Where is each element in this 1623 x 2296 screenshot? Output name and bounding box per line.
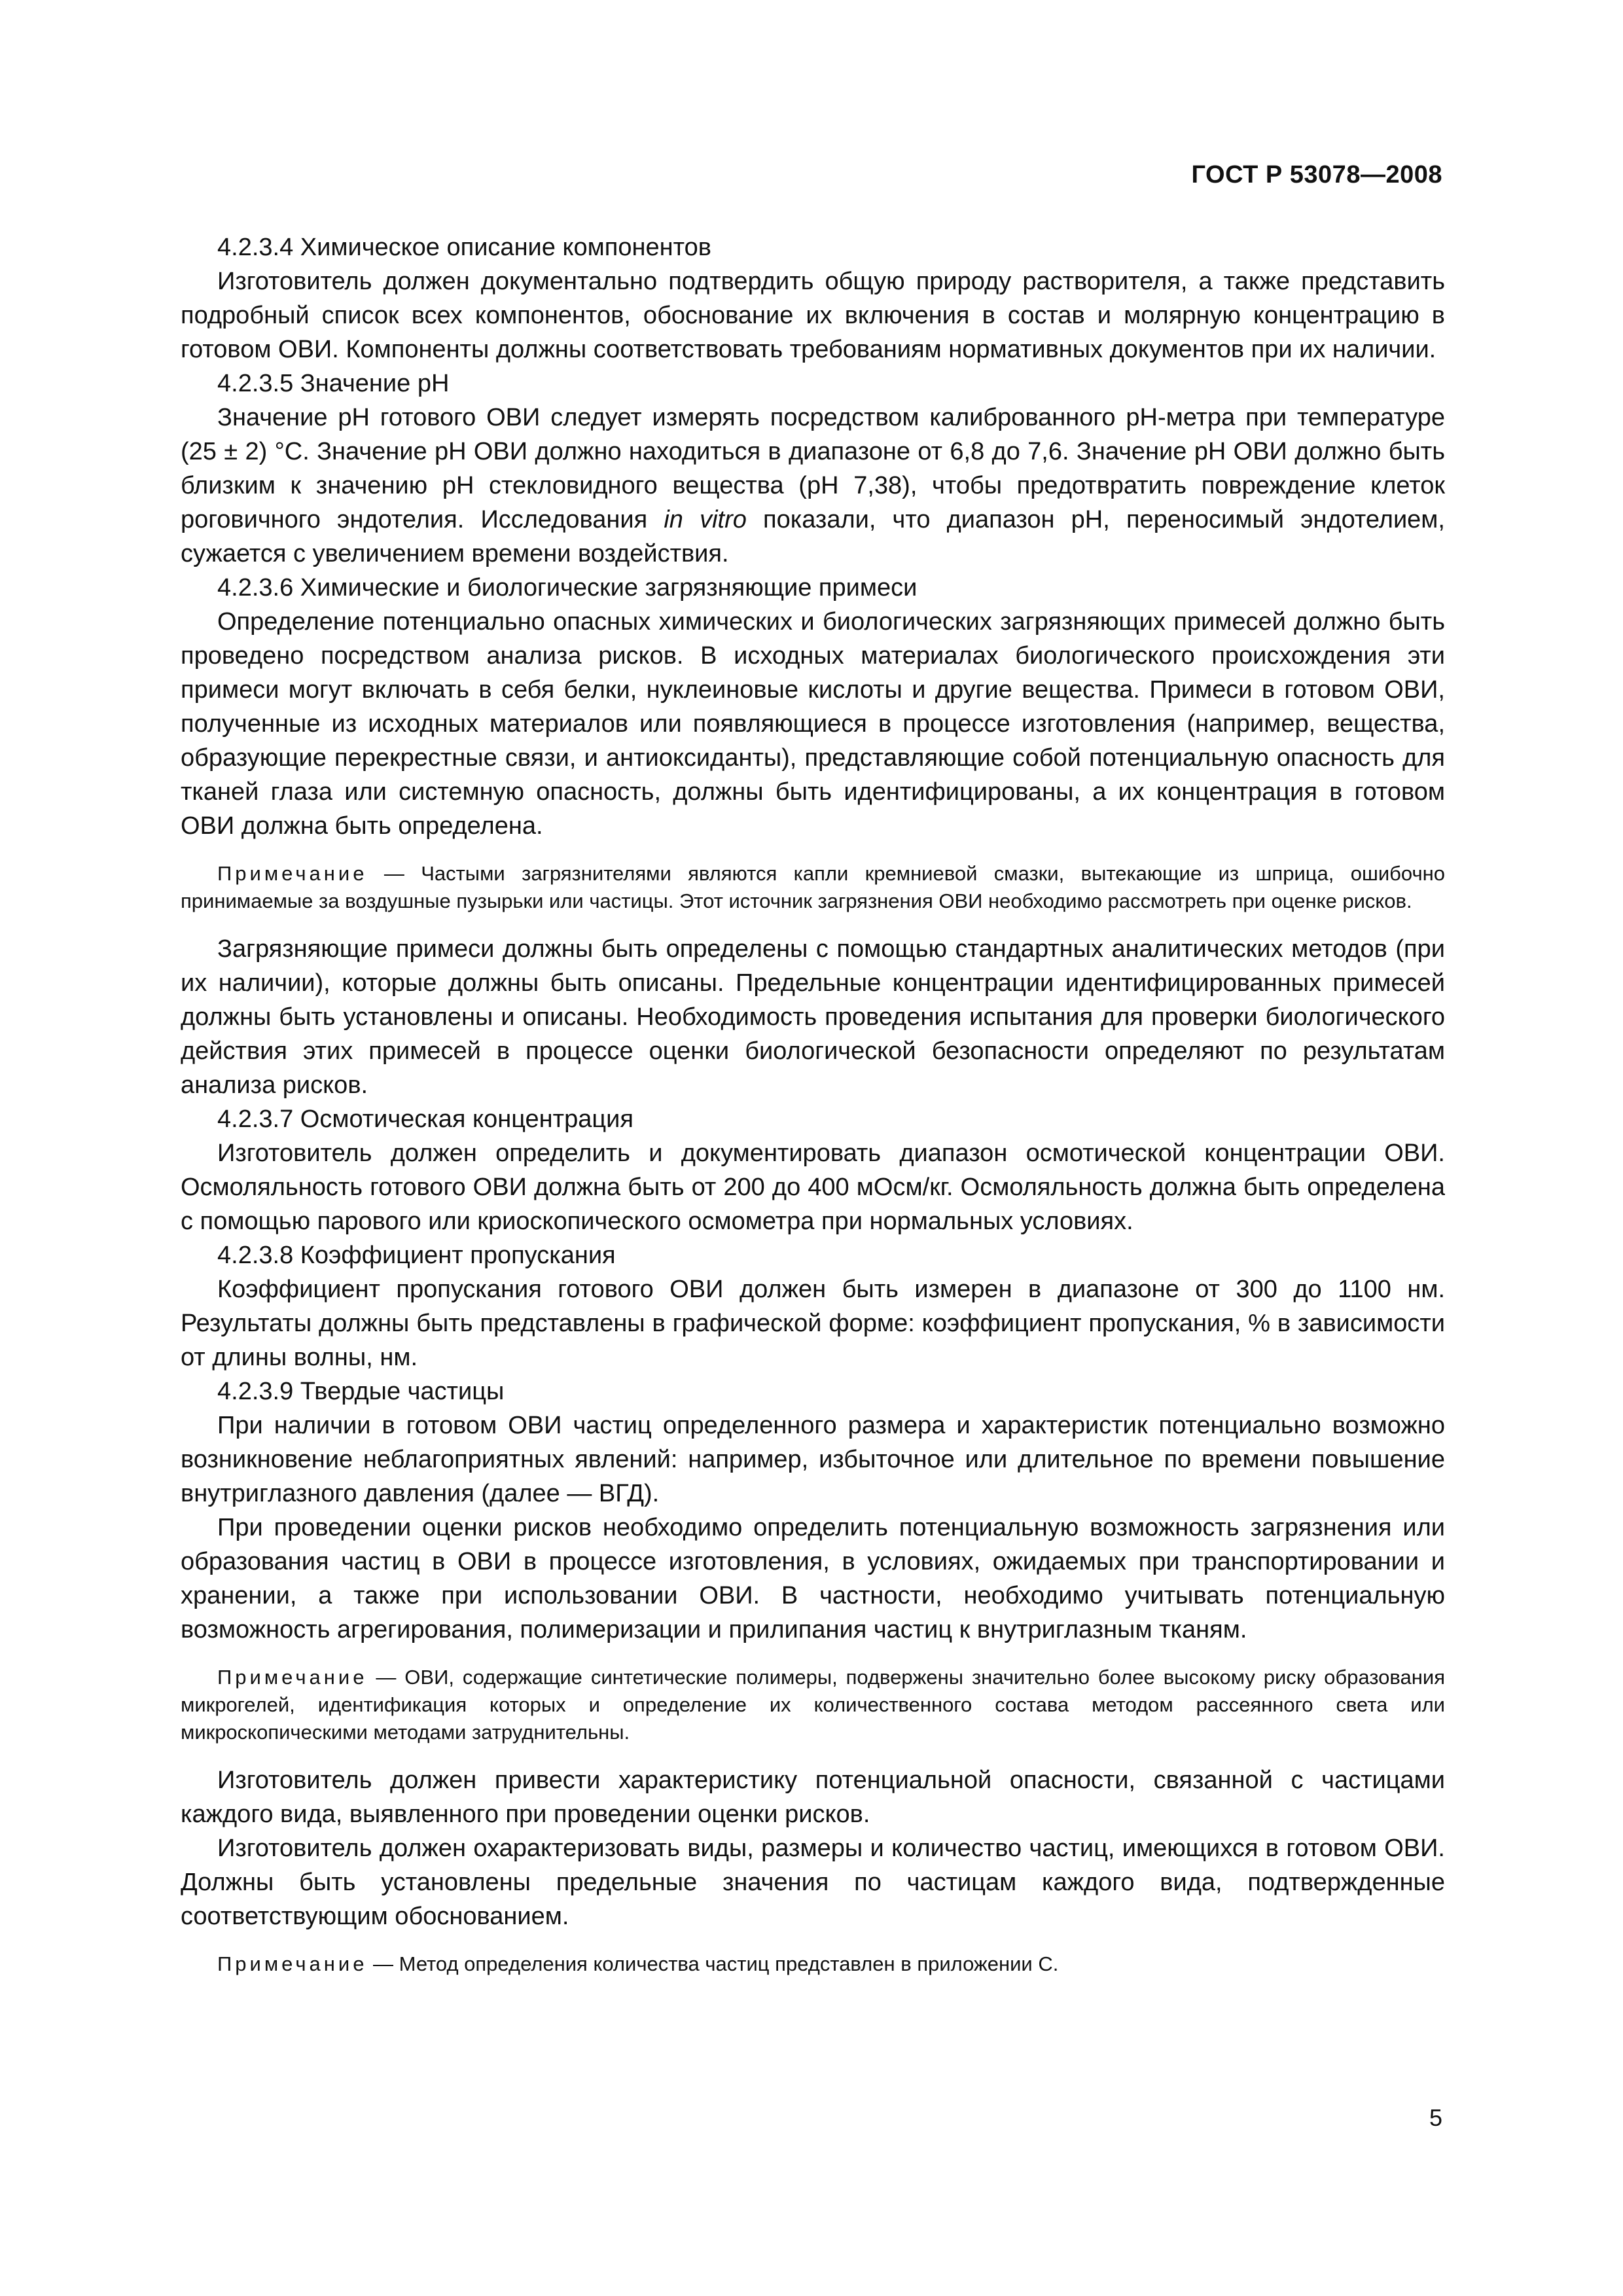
note-label: Примечание: [217, 862, 368, 885]
section-heading: 4.2.3.9 Твердые частицы: [217, 1378, 505, 1405]
page-content: [181, 230, 1445, 1995]
paragraph: Коэффициент пропускания готового ОВИ должен быть измерен в диапазоне от 300 до 1100 нм. Результаты должны быть представлены в графической форме: коэффициент пропускания, % в зависимости от длины волны, нм.: [181, 1276, 1445, 1371]
document-header: ГОСТ Р 53078—2008: [1191, 161, 1442, 188]
page-number: 5: [1429, 2104, 1442, 2131]
note: [181, 1664, 1445, 1746]
italic-term: in vitro: [664, 506, 747, 533]
paragraph-text: показали, что диапазон pH, переносимый эндотелием, сужается с увеличением времени воздействия.: [181, 506, 1445, 567]
section-heading: 4.2.3.4 Химическое описание компонентов: [217, 234, 711, 261]
note: [181, 1950, 1445, 1978]
note-text: — Метод определения количества частиц представлен в приложении С.: [367, 1952, 1059, 1975]
note-label: Примечание: [217, 1952, 368, 1975]
section-heading: 4.2.3.8 Коэффициент пропускания: [217, 1242, 616, 1269]
paragraph: При наличии в готовом ОВИ частиц определенного размера и характеристик потенциально возможно возникновение неблагоприятных явлений: например, избыточное или длительное по времени повышение внутриглазного давления (далее — ВГД).: [181, 1412, 1445, 1507]
paragraph: [181, 401, 1445, 571]
paragraph: Определение потенциально опасных химических и биологических загрязняющих примесей должно быть проведено посредством анализа рисков. В исходных материалах биологического происхождения эти примеси могут включать в себя белки, нуклеиновые кислоты и другие вещества. Примеси в готовом ОВИ, полученные из исходных материалов или появляющиеся в процессе изготовления (например, вещества, образующие перекрестные связи, и антиоксиданты), представляющие собой потенциальную опасность для тканей глаза или системную опасность, должны быть идентифицированы, а их концентрация в готовом ОВИ должна быть определена.: [181, 608, 1445, 840]
section-heading: 4.2.3.7 Осмотическая концентрация: [217, 1105, 633, 1133]
paragraph: Изготовитель должен привести характеристику потенциальной опасности, связанной с частицами каждого вида, выявленного при проведении оценки рисков.: [181, 1767, 1445, 1828]
paragraph-text: Исследования: [464, 506, 664, 533]
note: [181, 860, 1445, 915]
note-text: — Частыми загрязнителями являются капли кремниевой смазки, вытекающие из шприца, ошибочно принимаемые за воздушные пузырьки или частицы. Этот источник загрязнения ОВИ необходимо рассмотреть при оценке рисков.: [181, 862, 1445, 912]
paragraph: Загрязняющие примеси должны быть определены с помощью стандартных аналитических методов (при их наличии), которые должны быть описаны. Предельные концентрации идентифицированных примесей должны быть установлены и описаны. Необходимость проведения испытания для проверки биологического действия этих примесей в процессе оценки биологической безопасности определяют по результатам анализа рисков.: [181, 935, 1445, 1099]
paragraph: Изготовитель должен охарактеризовать виды, размеры и количество частиц, имеющихся в готовом ОВИ. Должны быть установлены предельные значения по частицам каждого вида, подтвержденные соответствующим обоснованием.: [181, 1835, 1445, 1930]
paragraph-text: Значение pH готового ОВИ следует измерять посредством калиброванного pH-метра при температуре (25 ± 2) °С. Значение pH ОВИ должно находиться в диапазоне от 6,8 до 7,6. Значение pH ОВИ должно быть близким к значению pH стекловидного вещества (pH 7,38), чтобы предотвратить повреждение клеток роговичного эндотелия.: [181, 404, 1445, 533]
paragraph: При проведении оценки рисков необходимо определить потенциальную возможность загрязнения или образования частиц в ОВИ в процессе изготовления, в условиях, ожидаемых при транспортировании и хранении, а также при использовании ОВИ. В частности, необходимо учитывать потенциальную возможность агрегирования, полимеризации и прилипания частиц к внутриглазным тканям.: [181, 1514, 1445, 1643]
section-heading: 4.2.3.6 Химические и биологические загрязняющие примеси: [217, 574, 918, 601]
section-heading: 4.2.3.5 Значение pH: [217, 370, 450, 397]
note-label: Примечание: [217, 1666, 368, 1689]
paragraph: Изготовитель должен документально подтвердить общую природу растворителя, а также представить подробный список всех компонентов, обоснование их включения в состав и молярную концентрацию в готовом ОВИ. Компоненты должны соответствовать требованиям нормативных документов при их наличии.: [181, 268, 1445, 363]
paragraph: Изготовитель должен определить и документировать диапазон осмотической концентрации ОВИ. Осмоляльность готового ОВИ должна быть от 200 до 400 мОсм/кг. Осмоляльность должна быть определена с помощью парового или криоскопического осмометра при нормальных условиях.: [181, 1139, 1445, 1235]
note-text: — ОВИ, содержащие синтетические полимеры, подвержены значительно более высокому риску образования микрогелей, идентификация которых и определение их количественного состава методом рассеянного света или микроскопическими методами затруднительны.: [181, 1666, 1445, 1744]
